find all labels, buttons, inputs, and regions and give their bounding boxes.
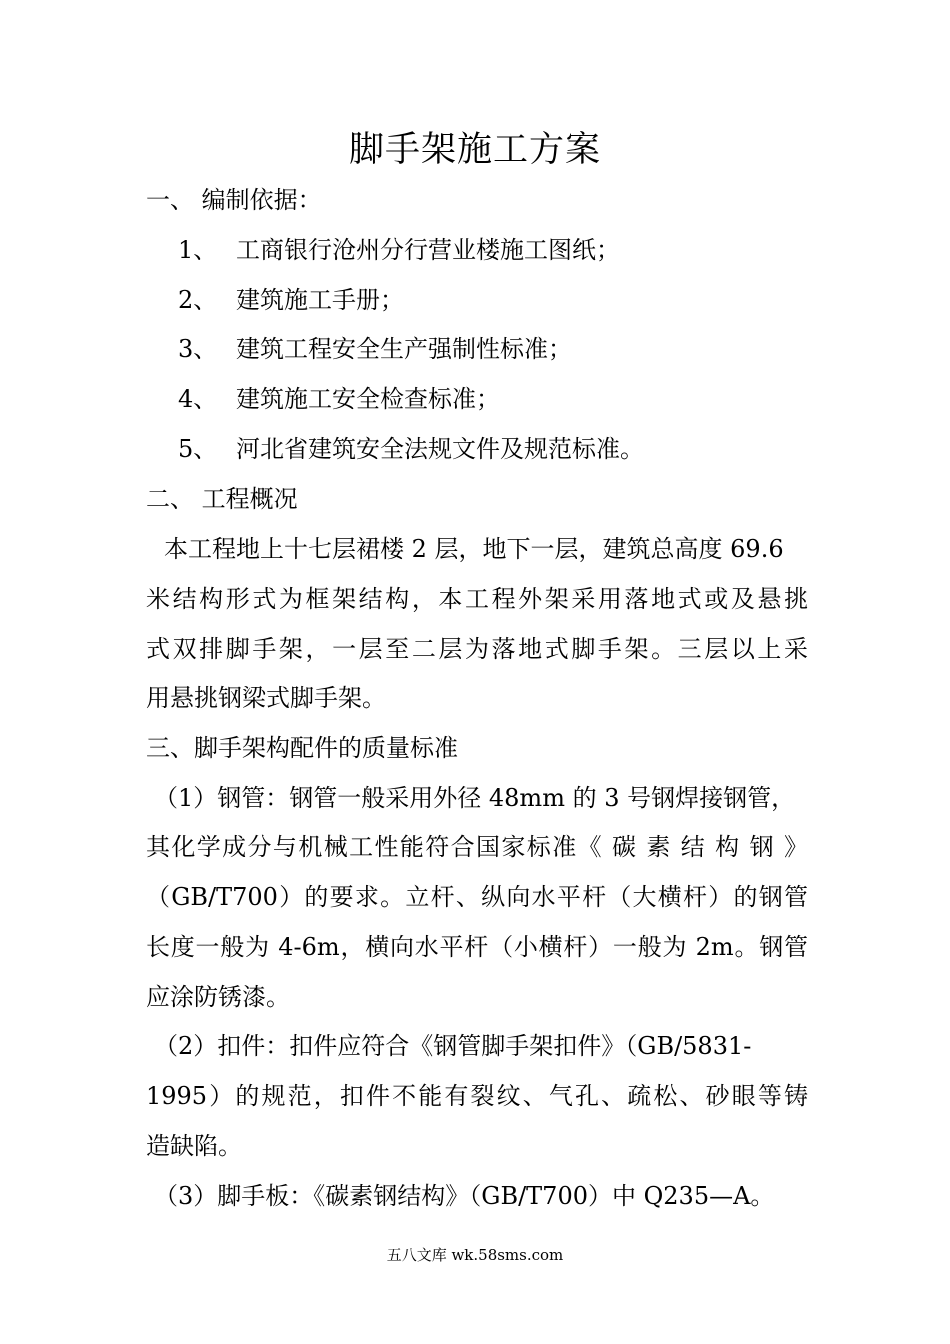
list-item-text: 建筑施工手册；	[236, 286, 404, 314]
section-heading-overview: 二、 工程概况	[146, 485, 298, 513]
list-item-text: 建筑施工安全检查标准；	[236, 385, 500, 413]
section-heading-quality: 三、脚手架构配件的质量标准	[146, 734, 458, 762]
list-item-text: 河北省建筑安全法规文件及规范标准。	[236, 435, 644, 463]
list-item-number: 4、	[178, 385, 218, 413]
document-title: 脚手架施工方案	[348, 130, 601, 170]
list-item-number: 3、	[178, 335, 218, 363]
paragraph-line: 米结构形式为框架结构，本工程外架采用落地式或及悬挑	[146, 585, 808, 613]
paragraph-line: 造缺陷。	[146, 1132, 242, 1160]
paragraph-line: （1）钢管：钢管一般采用外径 48mm 的 3 号钢焊接钢管，	[154, 784, 796, 812]
paragraph-line: 应涂防锈漆。	[146, 983, 290, 1011]
footer-watermark: 五八文库 wk.58sms.com	[386, 1246, 564, 1264]
paragraph-line: 用悬挑钢梁式脚手架。	[146, 684, 386, 712]
list-item-number: 5、	[178, 435, 218, 463]
paragraph-line: （2）扣件：扣件应符合《钢管脚手架扣件》（GB/5831-	[154, 1032, 752, 1060]
paragraph-line: 其化学成分与机械工性能符合国家标准《 碳 素 结 构 钢 》	[146, 833, 808, 861]
paragraph-line: 1995）的规范，扣件不能有裂纹、气孔、疏松、砂眼等铸	[146, 1082, 808, 1110]
list-item-text: 建筑工程安全生产强制性标准；	[236, 335, 572, 363]
paragraph-line: （3）脚手板：《碳素钢结构》（GB/T700）中 Q235—A。	[154, 1182, 775, 1210]
list-item-number: 2、	[178, 286, 218, 314]
paragraph-line: 长度一般为 4-6m，横向水平杆（小横杆）一般为 2m。钢管	[146, 933, 808, 961]
paragraph-line: 本工程地上十七层裙楼 2 层，地下一层，建筑总高度 69.6	[164, 535, 784, 563]
paragraph-line: 式双排脚手架，一层至二层为落地式脚手架。三层以上采	[146, 635, 808, 663]
paragraph-line: （GB/T700）的要求。立杆、纵向水平杆（大横杆）的钢管	[146, 883, 808, 911]
list-item-text: 工商银行沧州分行营业楼施工图纸；	[236, 236, 620, 264]
section-heading-basis: 一、 编制依据：	[146, 186, 322, 214]
list-item-number: 1、	[178, 236, 218, 264]
